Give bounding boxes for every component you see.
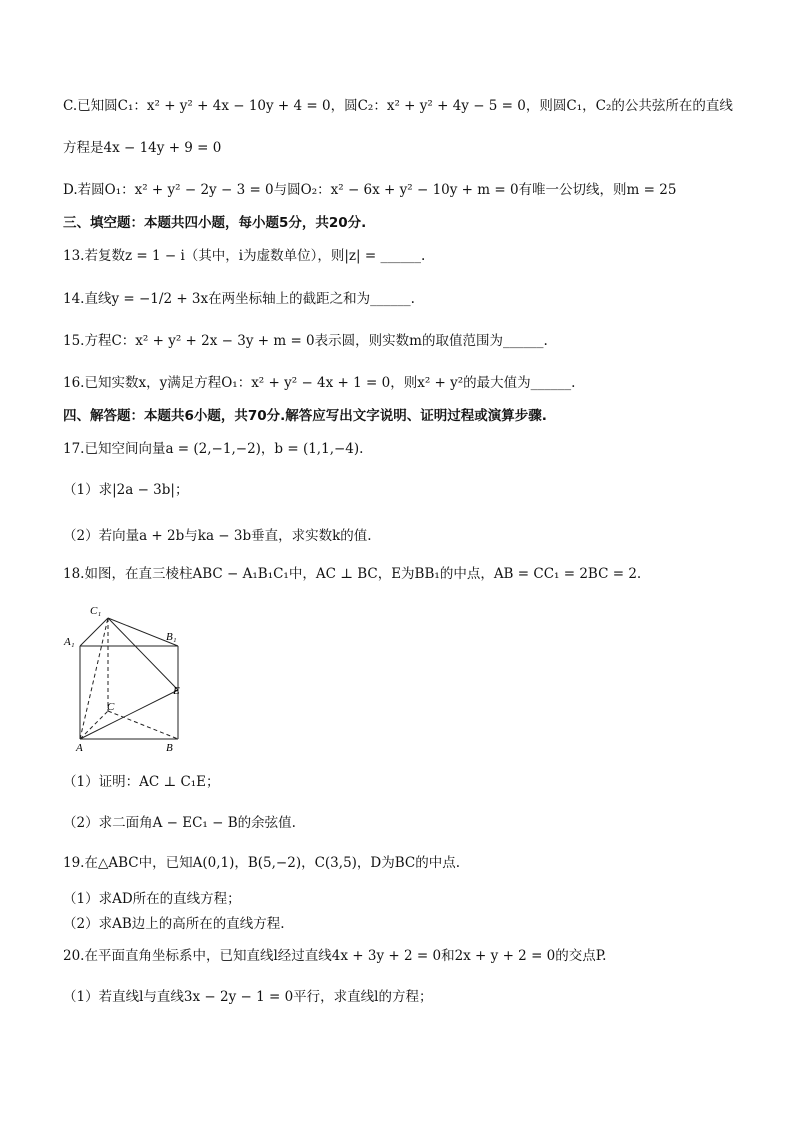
line-option-c: C.已知圆C₁：x² + y² + 4x − 10y + 4 = 0，圆C₂：x² + y² + 4y − 5 = 0，则圆C₁，C₂的公共弦所在的直线 <box>63 98 733 114</box>
question-17-part1: （1）求|2a − 3b|； <box>63 482 189 498</box>
question-18-part1: （1）证明：AC ⊥ C₁E； <box>63 774 220 790</box>
question-18: 18.如图，在直三棱柱ABC − A₁B₁C₁中，AC ⊥ BC，E为BB₁的中点，AB = CC₁ = 2BC = 2. <box>63 566 642 582</box>
question-17-part2: （2）若向量a + 2b与ka − 3b垂直，求实数k的值. <box>63 528 372 544</box>
section-fill-in: 三、填空题：本题共四小题，每小题5分，共20分. <box>63 215 367 231</box>
section-answer: 四、解答题：本题共6小题，共70分.解答应写出文字说明、证明过程或演算步骤. <box>63 408 547 424</box>
question-14: 14.直线y = −1/2 + 3x在两坐标轴上的截距之和为______. <box>63 291 415 307</box>
label-b1: B₁ <box>166 631 177 643</box>
question-19-part2: （2）求AB边上的高所在的直线方程. <box>63 916 285 932</box>
question-19-part1: （1）求AD所在的直线方程； <box>63 891 241 907</box>
question-20-part1: （1）若直线l与直线3x − 2y − 1 = 0平行，求直线l的方程； <box>63 989 433 1005</box>
label-c1: C₁ <box>90 605 102 617</box>
label-a1: A₁ <box>64 636 75 648</box>
question-20: 20.在平面直角坐标系中，已知直线l经过直线4x + 3y + 2 = 0和2x + y + 2 = 0的交点P. <box>63 948 607 964</box>
question-13: 13.若复数z = 1 − i（其中，i为虚数单位），则|z| = ______. <box>63 248 426 264</box>
question-16: 16.已知实数x，y满足方程O₁：x² + y² − 4x + 1 = 0，则x² + y²的最大值为______. <box>63 375 576 391</box>
label-a: A <box>76 742 83 754</box>
line-option-c-cont: 方程是4x − 14y + 9 = 0 <box>63 140 222 156</box>
label-e: E <box>173 685 180 697</box>
label-b: B <box>166 742 173 754</box>
question-19: 19.在△ABC中，已知A(0,1)，B(5,−2)，C(3,5)，D为BC的中点. <box>63 855 461 871</box>
prism-figure <box>60 598 200 758</box>
question-15: 15.方程C：x² + y² + 2x − 3y + m = 0表示圆，则实数m的取值范围为______. <box>63 333 548 349</box>
line-option-d: D.若圆O₁：x² + y² − 2y − 3 = 0与圆O₂：x² − 6x + y² − 10y + m = 0有唯一公切线，则m = 25 <box>63 182 677 198</box>
question-17: 17.已知空间向量a = (2,−1,−2)，b = (1,1,−4). <box>63 441 364 457</box>
label-c: C <box>107 701 115 713</box>
question-18-part2: （2）求二面角A − EC₁ − B的余弦值. <box>63 815 296 831</box>
